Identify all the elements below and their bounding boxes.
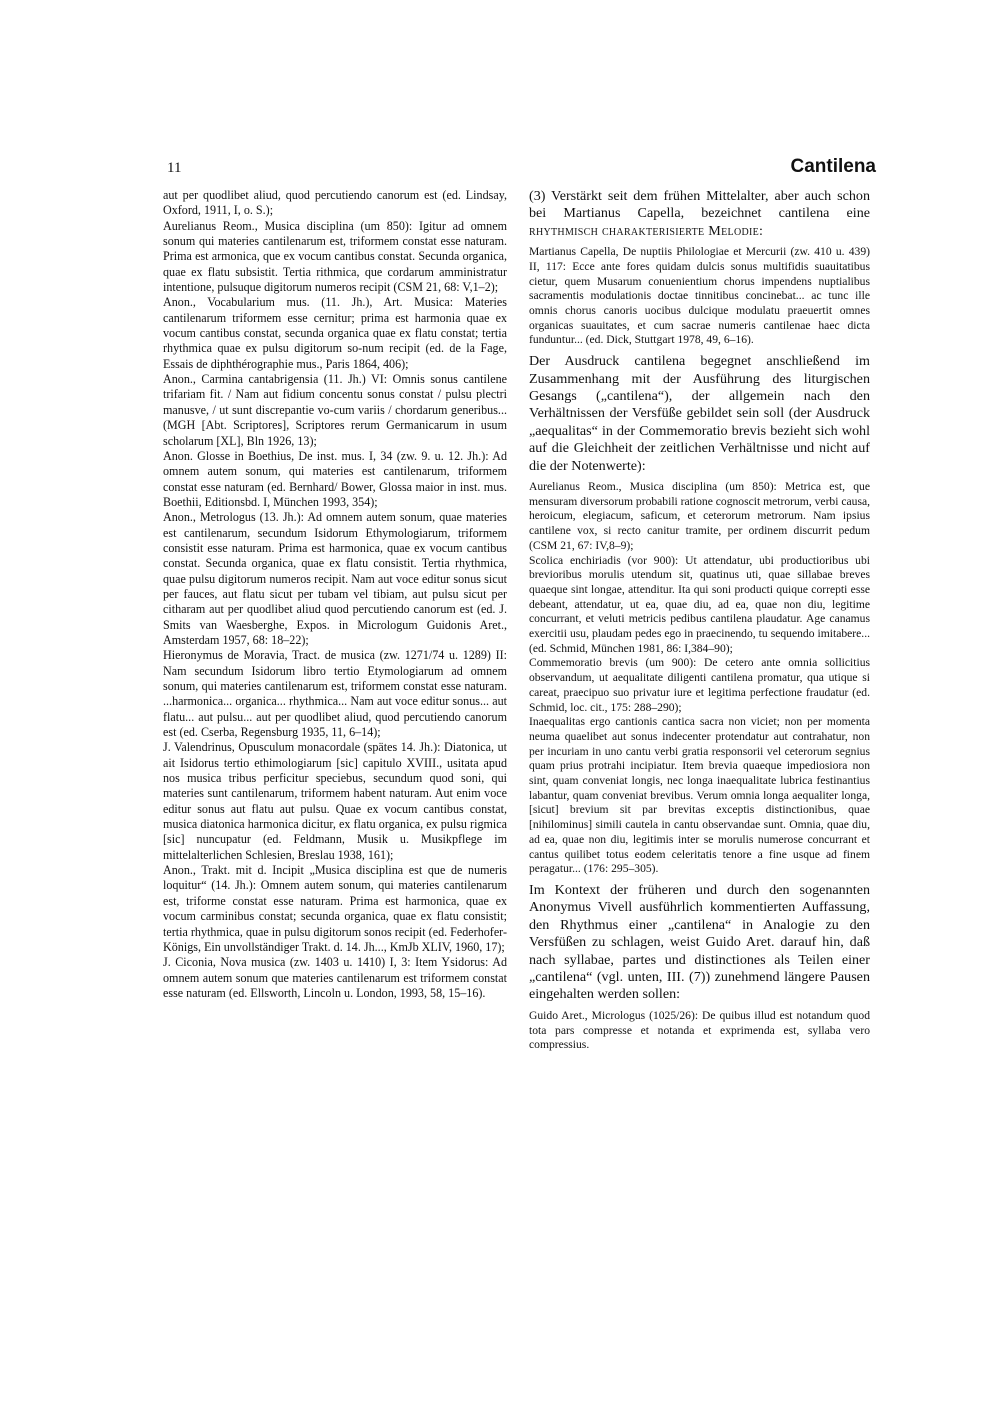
section-number: (3) [529, 188, 546, 204]
citation-paragraph: Martianus Capella, De nuptiis Philologiae et Mercurii (zw. 410 u. 439) II, 117: Ecce ante fores quidam dulcis sonus multifidis suauitatibus cietur, quem Musarum conuenientium chorus impendens nuptialibus sacramentis modulationis doctae tinnitibus concinebat... ac tunc ille omnis chorus canoris uocibus dulcique modulatu praeuertit omnes organicas suauitates, et cum sacrae numeris cantilenae haec dicta funduntur... (ed. Dick, Stuttgart 1978, 49, 6–16). [529, 245, 870, 347]
citation-paragraph: Anon., Trakt. mit d. Incipit „Musica disciplina est que de numeris loquitur“ (14. Jh.): Omnem autem sonum, qui materies cantilenarum est, triforme constat esse naturam. Prima est harmonica, quae ex vocum carminibus constat; secunda organica, quae ex flatu consistit; tertia rhythmica, quae in pulsu digitorum sonos recipit (ed. Federhofer-Königs, Ein unvollständiger Trakt. d. 14. Jh..., KmJb XLIV, 1960, 17); [163, 863, 507, 954]
citation-paragraph: Anon., Metrologus (13. Jh.): Ad omnem autem sonum, quae materies est cantilenarum, secundum Isidorum Ethymologiarum, triformem consistit esse naturam. Prima est harmonica, quae ex vocum cantibus constat. Secunda organica, quae ex flatu consistit. Tertia rhythmica, quae pulsu digitorum numeros recipit. Nam aut voce editur sonus sicut per fauces, aut flatu sicut per tubam vel tibiam, aut pulsu sicut per citharam aut per quodlibet aliud quod percutiendo canorum est (ed. J. Smits van Waesberghe, Expos. in Micrologum Guidonis Aret., Amsterdam 1957, 68: 18–22); [163, 510, 507, 647]
citation-paragraph: aut per quodlibet aliud, quod percutiendo canorum est (ed. Lindsay, Oxford, 1911, I, o. S.); [163, 188, 507, 218]
citation-paragraph: J. Ciconia, Nova musica (zw. 1403 u. 1410) I, 3: Item Ysidorus: Ad omnem autem sonum que materies cantilenarum est triformem constat esse naturam (ed. Ellsworth, Lincoln u. London, 1993, 58, 15–16). [163, 955, 507, 1000]
citation-paragraph: Hieronymus de Moravia, Tract. de musica (zw. 1271/74 u. 1289) II: Nam secundum Isidorum libro tertio Etymologiarum ad omnem sonum, qui materies cantilenarum est, triformem constat esse naturam. ...harmonica... organica... rhythmica... Nam aut voce editur sonus... aut flatu... aut pulsu... aut per quodlibet aliud, quod percutiendo canorum est (ed. Cserba, Regensburg 1935, 11, 6–14); [163, 648, 507, 740]
citation-paragraph: Anon., Vocabularium mus. (11. Jh.), Art. Musica: Materies cantilenarum triformem esse cernitur; prima est harmonia quae ex vocum cantibus constat, secunda organica quae ex flatu constat; tertia rhythmica quae ex pulsu digitorum so-num recipit (ed. de la Fage, Essais de diphthérographie mus., Paris 1864, 406); [163, 295, 507, 371]
citation-paragraph: Inaequalitas ergo cantionis cantica sacra non viciet; non per momenta neuma quaelibet aut sonus indecenter protendatur aut contrahatur, non per incuriam in uno cantu verbi gratia responsorii vel ceterorum segnius quam prius protrahi incipiatur. Item brevia quaeque impediosiora non sint, quam conveniat longis, nec longa inaequalitate lubrica festinantius labantur, quam conveniat brevibus. Verum omnia longa aequaliter longa, [sicut] brevium sit par brevitas exceptis distinctionibus, quae [nihilominus] simili cautela in cantu observandae sunt. Omnia, quae diu, ad ea, quae non diu, legitimis inter se morulis numerose concurrant et cantus quilibet totus eodem celeritatis tenore a fine usque ad finem peragatur... (176: 295–305). [529, 715, 870, 876]
citation-paragraph: Anon. Glosse in Boethius, De inst. mus. I, 34 (zw. 9. u. 12. Jh.): Ad omnem autem sonum, qui materies est cantilenarum, triformem constat esse naturam (ed. Bernhard/ Bower, Glossa maior in inst. mus. Boethii, Editionsbd. I, München 1993, 354); [163, 448, 507, 509]
section-3-paragraph [529, 188, 870, 240]
citation-paragraph: Guido Aret., Micrologus (1025/26): De quibus illud est notandum quod tota pars compresse et notanda et exprimenda est, syllaba vero compressius. [529, 1008, 870, 1052]
section-text: Verstärkt seit dem frühen Mittelalter, aber auch schon bei Martianus Capella, bezeichnet cantilena eine [529, 188, 870, 222]
citation-paragraph: Aurelianus Reom., Musica disciplina (um 850): Metrica est, que mensuram diversorum probabili ratione cognoscit metrorum, verbi causa, heroicum, elegiacum, saficum, et ceterorum metrorum. Nam ipsius cantilene vox, si recto canitur tramite, per ordinem discurrit pedum (CSM 21, 67: IV,8–9); [529, 479, 870, 552]
citation-paragraph: Commemoratio brevis (um 900): De cetero ante omnia sollicitius observandum, ut aequalitate diligenti cantilena promatur, qua utique si careat, praecipuo suo privatur iure et legitima perfectione fraudatur (ed. Schmid, loc. cit., 175: 288–290); [529, 656, 870, 714]
right-column [529, 188, 870, 1053]
citation-paragraph: Scolica enchiriadis (vor 900): Ut attendatur, ubi productioribus ubi brevioribus morulis utendum sit, quatinus uti, quae sillabae breves quaeque sint longae, attenditur. Ita qui soni producti quique correpti esse debeant, attendatur, ut ea, quae diu, ad ea, quae non diu, legitime concurrant, et veluti metricis pedibus cantilena plaudatur. Age canamus exercitii usu, plaudam pedes ego in praecinendo, tu sequendo imitabere... (ed. Schmid, München 1981, 86: I,384–90); [529, 553, 870, 655]
body-paragraph: Der Ausdruck cantilena begegnet anschließend im Zusammenhang mit der Ausführung des liturgischen Gesangs („cantilena“), der allgemein nach den Verhältnissen der Versfüße gebildet sein soll (der Ausdruck „aequalitas“ in der Commemoratio brevis bezieht sich wohl auf die Gleichheit der zeitlichen Verhältnisse und nicht auf die der Notenwerte): [529, 353, 870, 474]
citation-paragraph: J. Valendrinus, Opusculum monacordale (spätes 14. Jh.): Diatonica, ut ait Isidorus tertio ethimologiarum [sic] capitulo XVIII., usitata apud nos musica tribus perficitur speciebus, secundum quod soni, qui materies sunt cantilenarum, triformem habent naturam. Aut enim voce editur sonus aut flatu aut pulsu. Quae ex vocum cantibus constat, musica diatonica harmonica dicitur, ex flatu organica, ex pulsu rigmica [sic] nuncupatur (ed. Feldmann, Musik u. Musikpflege im mittelalterlichen Schlesien, Breslau 1938, 161); [163, 740, 507, 862]
running-head: Cantilena [790, 156, 876, 177]
citation-paragraph: Aurelianus Reom., Musica disciplina (um 850): Igitur ad omnem sonum qui materies cantilenarum est, triformem constat esse naturam. Prima est armonica, que ex vocum cantibus constat. Secunda organica, quae ex flatu subsistit. Tertia rithmica, que cordarum amministratur intentione, pulsuque digitorum numeros recipit (CSM 21, 68: V,1–2); [163, 218, 507, 295]
citation-paragraph: Anon., Carmina cantabrigensia (11. Jh.) VI: Omnis sonus cantilene trifariam fit. / Nam aut fidium concentu sonus constat / pulsu plectri manusve, / ut sunt discrepantie vo-cum variis / chordarum generibus... (MGH [Abt. Scriptores], Scriptores rerum Germanicarum in usum scholarum [XL], Bln 1926, 13); [163, 372, 507, 448]
body-paragraph: Im Kontext der früheren und durch den sogenannten Anonymus Vivell ausführlich kommentierten Auffassung, den Rhythmus einer „cantilena“ in Analogie zu den Versfüßen zu schlagen, weist Guido Aret. darauf hin, daß nach syllabae, partes und distinctiones als Teilen einer „cantilena“ (vgl. unten, III. (7)) zunehmend längere Pausen eingehalten werden sollen: [529, 881, 870, 1003]
section-term: rhythmisch charakterisierte Melodie: [529, 222, 764, 239]
page-number: 11 [167, 160, 182, 176]
left-column [163, 188, 507, 1001]
